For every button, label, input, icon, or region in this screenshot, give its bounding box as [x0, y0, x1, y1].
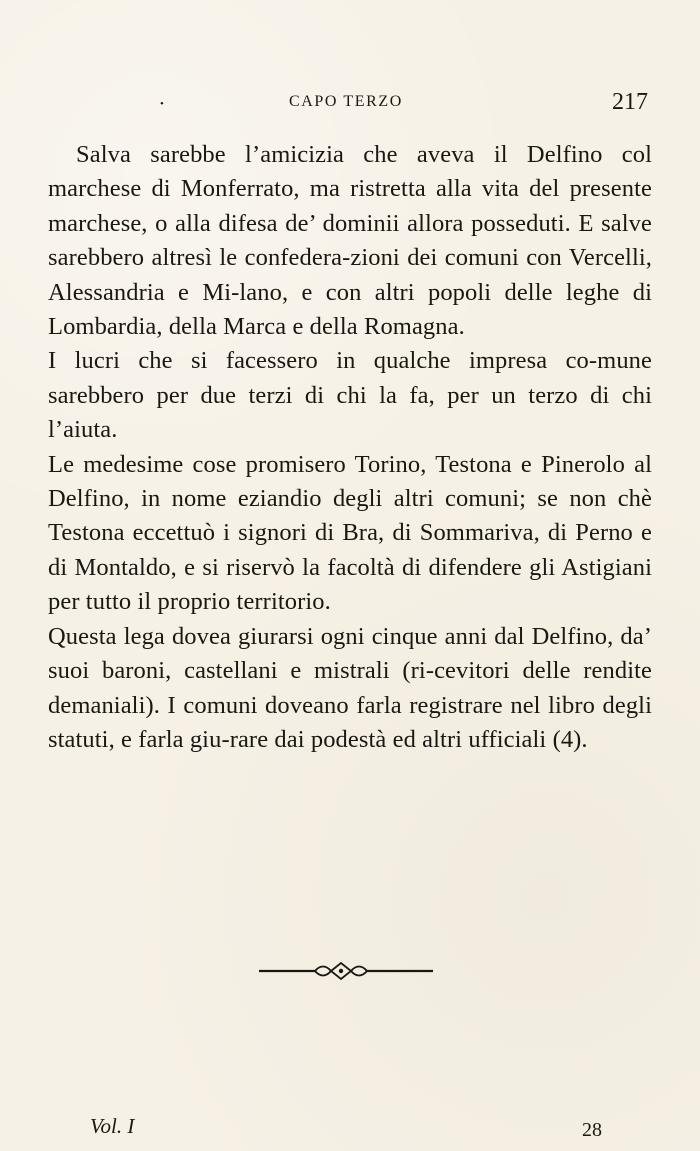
paragraph-3: Le medesime cose promisero Torino, Testona e Pinerolo al Delfino, in nome eziandio degli altri comuni; se non chè Testona eccettuò i signori di Bra, di Sommariva, di Perno e di Montaldo, e si riservò la facoltà di difendere gli Astigiani per tutto il proprio territorio.	[48, 450, 652, 616]
volume-label: Vol. I	[90, 1114, 135, 1138]
paragraph-2: I lucri che si facessero in qualche impresa co-mune sarebbero per due terzi di chi la fa, per un terzo di chi l’aiuta.	[48, 347, 652, 444]
page-number: 217	[612, 89, 648, 115]
paragraph-1: Salva sarebbe l’amicizia che aveva il Delfino col marchese di Monferrato, ma ristretta alla vita del presente marchese, o alla difesa de’ dominii allora posseduti. E salve sarebbero altresì le confedera-zioni dei comuni con Vercelli, Alessandria e Mi-lano, e con altri popoli delle leghe di Lombardia, della Marca e della Romagna.	[48, 141, 652, 341]
running-title: CAPO TERZO	[289, 93, 403, 110]
page-header	[0, 90, 700, 126]
header-mark: •	[160, 98, 164, 110]
decorative-ornament	[257, 958, 435, 984]
paragraph-4: Questa lega dovea giurarsi ogni cinque anni dal Delfino, da’ suoi baroni, castellani e mistrali (ri-cevitori delle rendite demaniali). I comuni doveano farla registrare nel libro degli statuti, e farla giu-rare dai podestà ed altri ufficiali (4).	[48, 622, 652, 753]
signature-number: 28	[582, 1119, 602, 1141]
body-text	[48, 138, 652, 757]
